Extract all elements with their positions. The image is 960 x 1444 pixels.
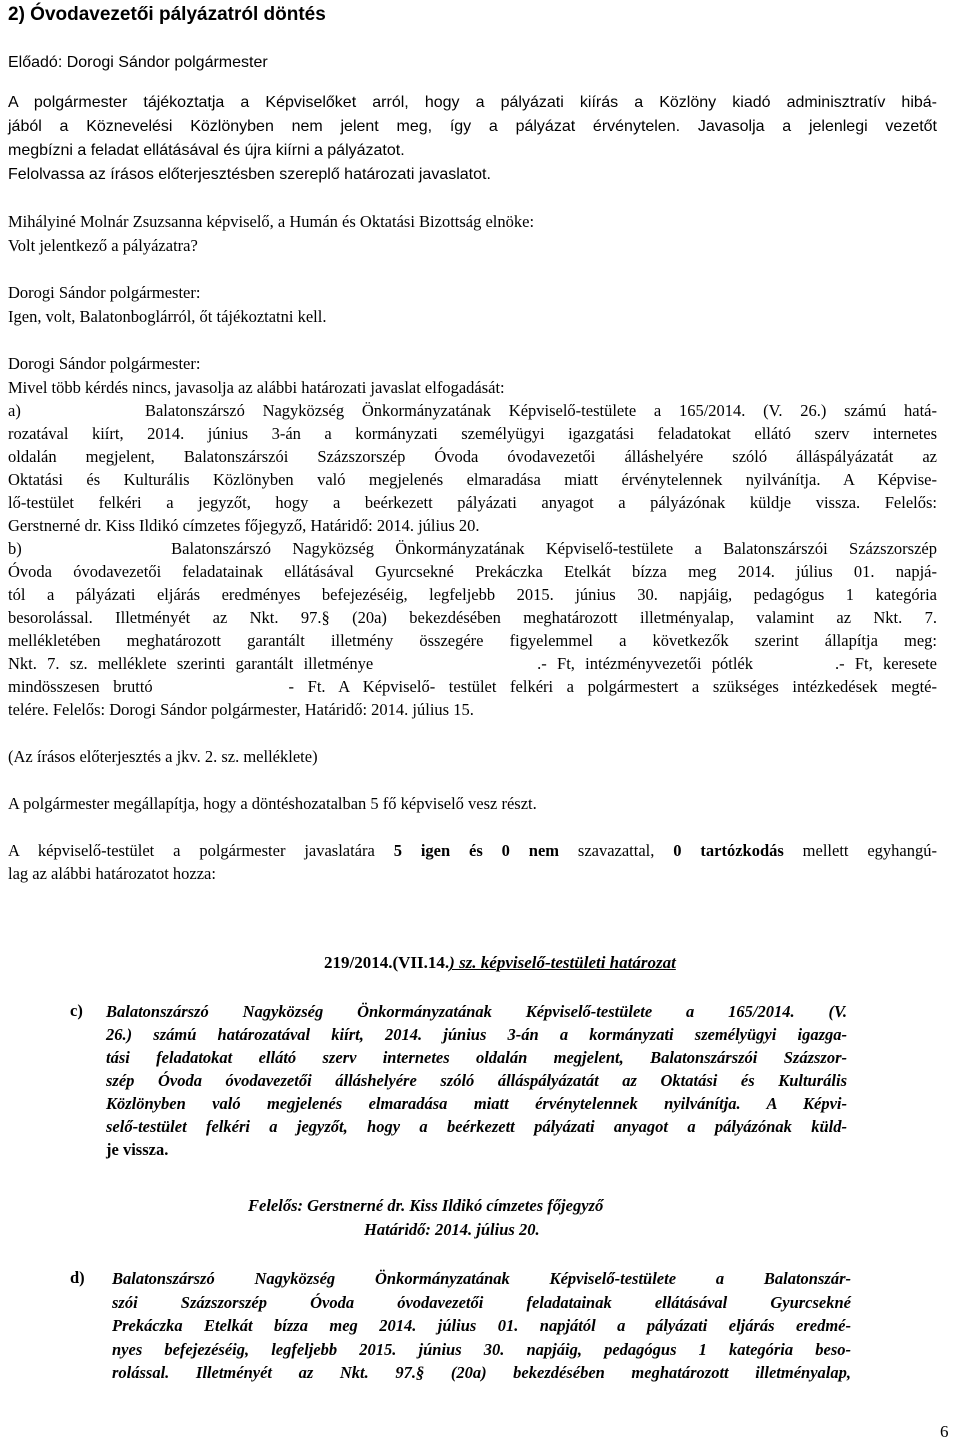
resolution-title: ) sz. képviselő-testületi határozat bbox=[449, 953, 676, 972]
proposal-a-line: lő-testület felkéri a jegyzőt, hogy a beérkezett pályázati anyagot a pályázónak küldje vissza. Felelős: bbox=[8, 493, 937, 512]
proposal-b-line: b) Balatonszárszó Nagyközség Önkormányzatának Képviselő-testülete a Balatonszárszói Százszorszép bbox=[8, 539, 937, 558]
intro-line: A polgármester tájékoztatja a Képviselőket arról, hogy a pályázati kiírás a Közlöny kiadó adminisztratív hibá- bbox=[8, 94, 937, 111]
resolution-c-line: 26.) számú határozatával kiírt, 2014. június 3-án a kormányzati személyügyi igazga- bbox=[106, 1025, 847, 1044]
resolution-d-line: rolással. Illetményét az Nkt. 97.§ (20a) bekezdésében meghatározott illetményalap, bbox=[112, 1363, 851, 1382]
proposal-a-line: oldalán megjelent, Balatonszárszói Százszorszép Óvoda óvodavezetői álláshelyére szóló álláspályázatát az bbox=[8, 447, 937, 466]
abstention-count: 0 tartózkodás bbox=[673, 841, 784, 860]
proposal-b-line: Nkt. 7. sz. melléklete szerinti garantált illetménye .- Ft, intézményvezetői pótlék .- Ft, keresete bbox=[8, 654, 937, 673]
resolution-d-line: szói Százszorszép Óvoda óvodavezetői feladatainak ellátásával Gyurcsekné bbox=[112, 1292, 851, 1312]
proposal-intro: Mivel több kérdés nincs, javasolja az alábbi határozati javaslat elfogadását: bbox=[8, 378, 505, 397]
proposal-a-line: rozatával kiírt, 2014. június 3-án a kormányzati személyügyi igazgatási feladatokat ellátó szerv internetes bbox=[8, 424, 937, 443]
presenter-line: Előadó: Dorogi Sándor polgármester bbox=[8, 54, 268, 71]
answer-speaker: Dorogi Sándor polgármester: bbox=[8, 283, 201, 302]
vote-text: szavazattal, bbox=[559, 841, 674, 860]
proposal-b-line: telére. Felelős: Dorogi Sándor polgármester, Határidő: 2014. július 15. bbox=[8, 700, 474, 719]
proposal-speaker: Dorogi Sándor polgármester: bbox=[8, 354, 201, 373]
resolution-d-body bbox=[112, 1267, 851, 1385]
appendix-note: (Az írásos előterjesztés a jkv. 2. sz. melléklete) bbox=[8, 747, 318, 766]
vote-line: lag az alábbi határozatot hozza: bbox=[8, 864, 216, 883]
resolution-number: 219/2014.(VII.14. bbox=[324, 953, 450, 972]
attendance-note: A polgármester megállapítja, hogy a döntéshozatalban 5 fő képviselő vesz részt. bbox=[8, 794, 537, 813]
resolution-c-label: c) bbox=[70, 1001, 83, 1020]
resolution-d-line: Balatonszárszó Nagyközség Önkormányzatának Képviselő-testülete a Balatonszár- bbox=[112, 1269, 851, 1288]
proposal-b-line: mindösszesen bruttó - Ft. A Képviselő- testület felkéri a polgármestert a szükséges intézkedések megté- bbox=[8, 677, 937, 696]
resolution-d-label: d) bbox=[70, 1268, 85, 1287]
resolution-c-line: selő-testület felkéri a jegyzőt, hogy a beérkezett pályázati anyagot a pályázónak küld- bbox=[106, 1117, 847, 1136]
resolution-c-line: je vissza. bbox=[106, 1140, 169, 1159]
proposal-a-line: Oktatási és Kulturális Közlönyben való megjelenés elmaradása miatt érvénytelennek nyilvánítja. A Képvise- bbox=[8, 470, 937, 489]
proposal-b-line: mellékletében meghatározott garantált illetmény összegére figyelemmel a következők szerint állapítja meg: bbox=[8, 631, 937, 650]
proposal-b-line: besorolással. Illetményét az Nkt. 97.§ (20a) bekezdésében meghatározott illetményalap, valamint az Nkt. 7. bbox=[8, 608, 937, 627]
question-text: Volt jelentkező a pályázatra? bbox=[8, 236, 198, 255]
resolution-c-line: Balatonszárszó Nagyközség Önkormányzatának Képviselő-testülete a 165/2014. (V. bbox=[106, 1002, 847, 1021]
proposal-a-line: a) Balatonszárszó Nagyközség Önkormányzatának Képviselő-testülete a 165/2014. (V. 26.) számú hatá- bbox=[8, 401, 937, 420]
proposal-b-line: Óvoda óvodavezetői feladatainak ellátásával Gyurcsekné Prekáczka Etelkát bízza meg 2014. július 01. napjá- bbox=[8, 562, 937, 581]
intro-line: Felolvassa az írásos előterjesztésben szereplő határozati javaslatot. bbox=[8, 166, 491, 183]
question-speaker: Mihályiné Molnár Zsuzsanna képviselő, a Humán és Oktatási Bizottság elnöke: bbox=[8, 212, 535, 231]
resolution-heading bbox=[324, 953, 676, 973]
answer-text: Igen, volt, Balatonboglárról, őt tájékoztatni kell. bbox=[8, 307, 327, 326]
vote-text: A képviselő-testület a polgármester javaslatára bbox=[8, 841, 394, 860]
intro-line: megbízni a feladat ellátásával és újra kiírni a pályázatot. bbox=[8, 142, 405, 159]
resolution-d-line: Prekáczka Etelkát bízza meg 2014. július 01. napjától a pályázati eljárás eredmé- bbox=[112, 1316, 851, 1335]
vote-line bbox=[8, 840, 937, 862]
resolution-c-body bbox=[106, 1000, 847, 1161]
proposal-b-line: tól a pályázati eljárás eredményes befejezéséig, legfeljebb 2015. június 30. napjáig, pedagógus 1 kategória bbox=[8, 585, 937, 604]
resolution-c-deadline: Határidő: 2014. július 20. bbox=[364, 1220, 540, 1239]
proposal-a-line: Gerstnerné dr. Kiss Ildikó címzetes főjegyző, Határidő: 2014. július 20. bbox=[8, 516, 480, 535]
resolution-c-line: szép Óvoda óvodavezetői álláshelyére szóló álláspályázatát az Oktatási és Kulturális bbox=[106, 1071, 847, 1090]
intro-line: jából a Köznevelési Közlönyben nem jelent meg, így a pályázat érvénytelen. Javasolja a jelenlegi vezetőt bbox=[8, 118, 937, 135]
resolution-d-line: nyes befejezéséig, legfeljebb 2015. június 30. napjáig, pedagógus 1 kategória beso- bbox=[112, 1339, 851, 1359]
vote-count: 5 igen és 0 nem bbox=[393, 841, 560, 860]
page-number: 6 bbox=[940, 1422, 949, 1441]
vote-text: mellett egyhangú- bbox=[783, 841, 937, 860]
resolution-c-responsible: Felelős: Gerstnerné dr. Kiss Ildikó címzetes főjegyző bbox=[248, 1196, 604, 1215]
section-title: 2) Óvodavezetői pályázatról döntés bbox=[8, 4, 326, 25]
resolution-c-line: Közlönyben való megjelenés elmaradása miatt érvénytelennek nyilvánítja. A Képvi- bbox=[106, 1094, 847, 1113]
resolution-c-line: tási feladatokat ellátó szerv internetes oldalán megjelent, Balatonszárszói Százszor- bbox=[106, 1048, 847, 1067]
